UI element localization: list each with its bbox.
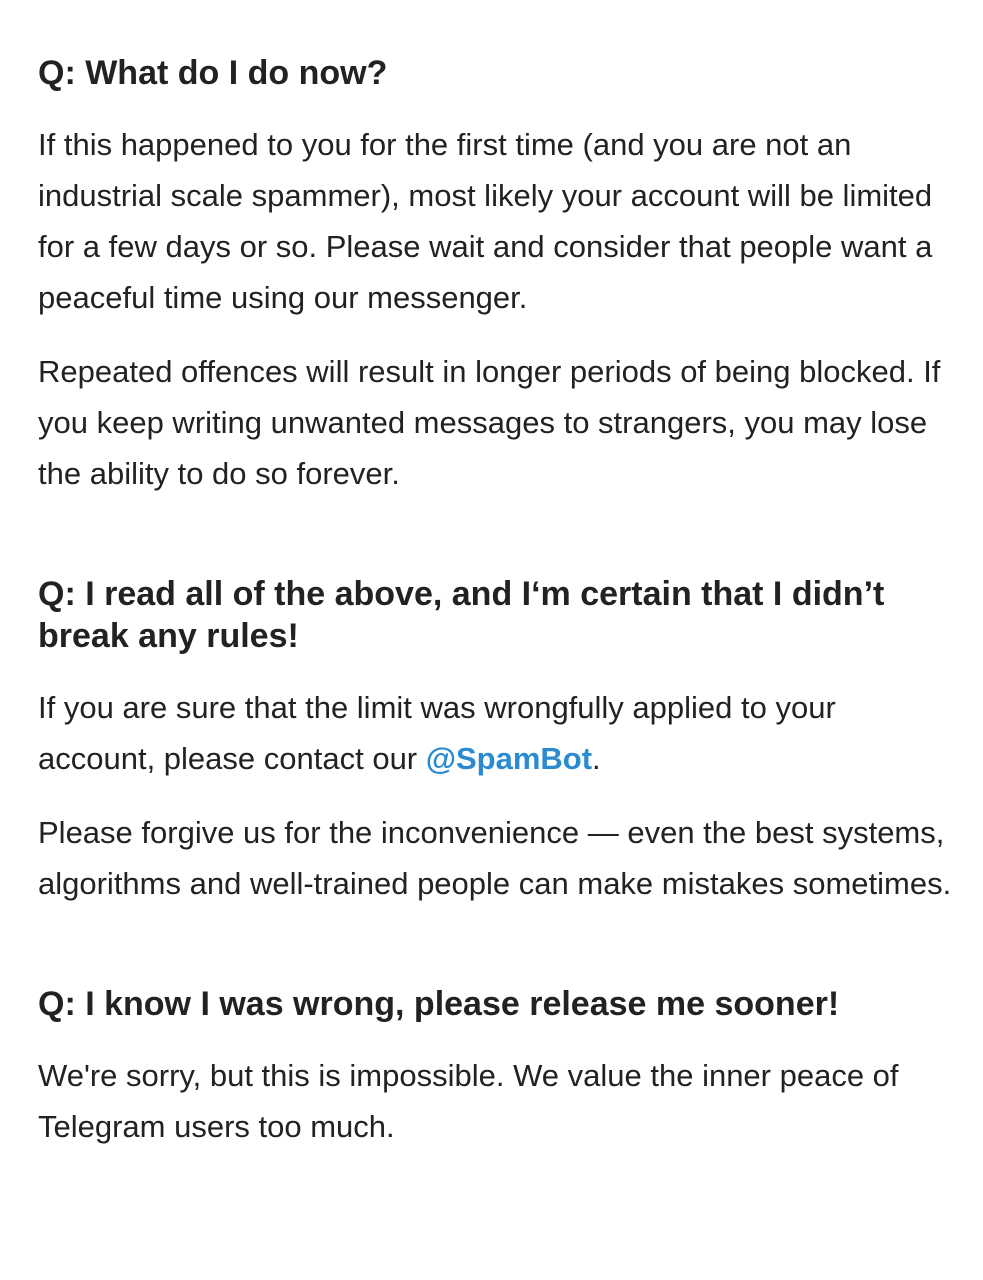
faq-question-release-sooner: Q: I know I was wrong, please release me sooner! <box>38 985 840 1023</box>
faq-section-release-sooner <box>38 983 958 1152</box>
faq-section-no-rules-broken <box>38 573 958 909</box>
answer-text: . <box>592 741 601 776</box>
spambot-link[interactable]: @SpamBot <box>425 741 593 776</box>
faq-answer-paragraph: Please forgive us for the inconvenience — even the best systems, algorithms and well-trained people can make mistakes sometimes. <box>38 815 952 901</box>
faq-content <box>38 52 958 1152</box>
faq-question-no-rules-broken: Q: I read all of the above, and I‘m certain that I didn’t break any rules! <box>38 575 885 655</box>
faq-answer-paragraph: We're sorry, but this is impossible. We value the inner peace of Telegram users too much. <box>38 1058 899 1144</box>
answer-text: If you are sure that the limit was wrongfully applied to your account, please contact our <box>38 690 836 776</box>
faq-answer-paragraph <box>38 682 958 784</box>
faq-answer-paragraph: Repeated offences will result in longer periods of being blocked. If you keep writing unwanted messages to strangers, you may lose the ability to do so forever. <box>38 354 941 491</box>
faq-answer-paragraph: If this happened to you for the first time (and you are not an industrial scale spammer), most likely your account will be limited for a few days or so. Please wait and consider that people want a peaceful time using our messenger. <box>38 127 933 315</box>
faq-question-what-now: Q: What do I do now? <box>38 54 388 92</box>
faq-section-what-now <box>38 52 958 499</box>
